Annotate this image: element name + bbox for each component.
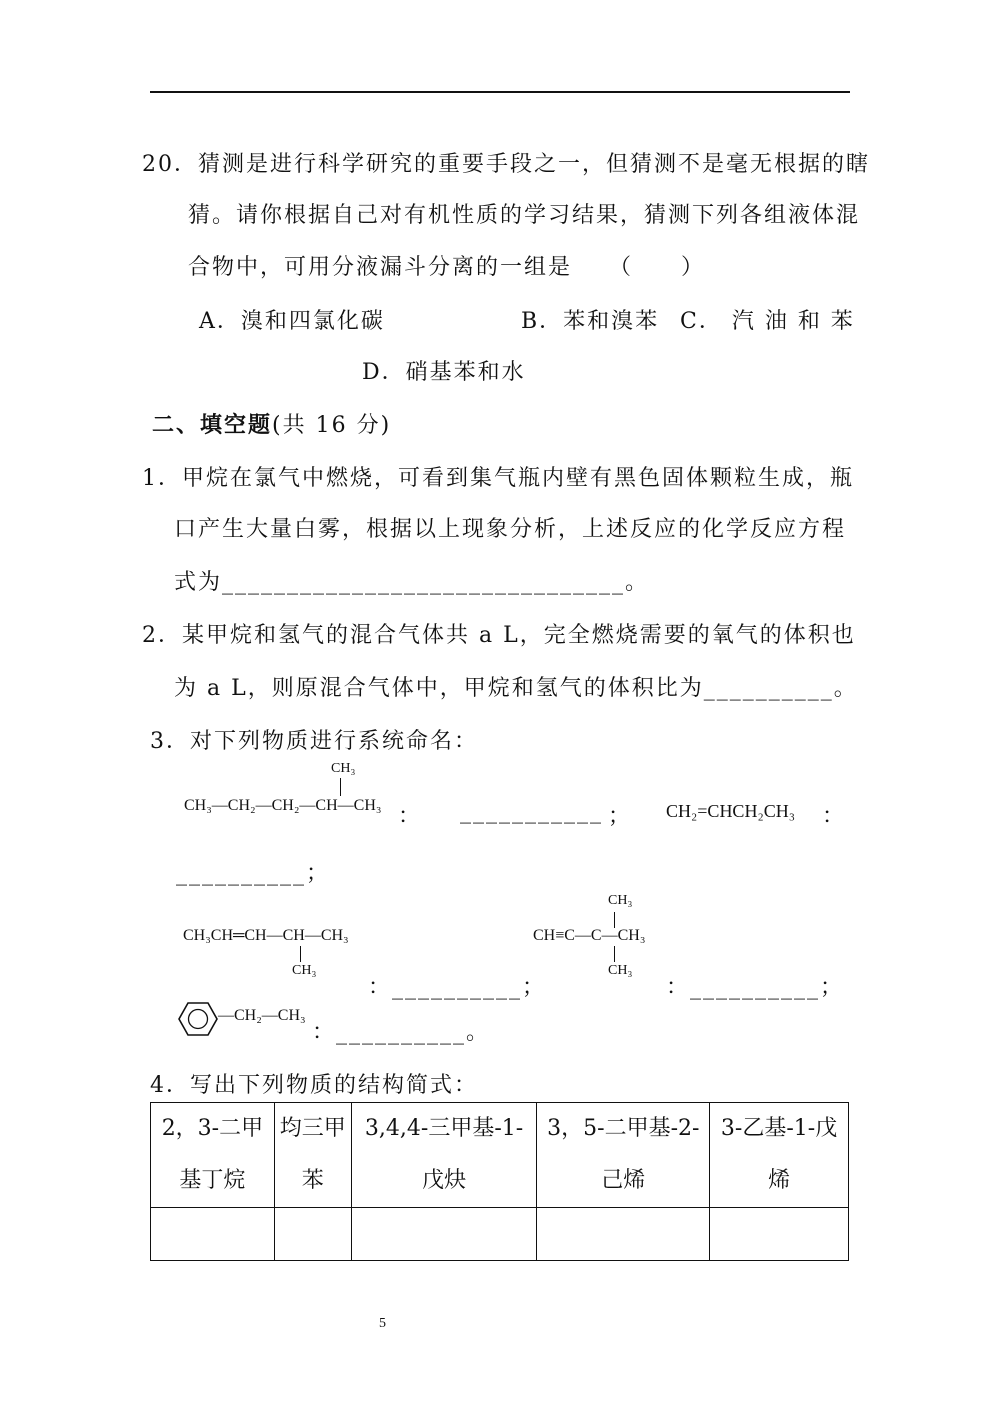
q1-line1: 1．甲烷在氯气中燃烧，可看到集气瓶内壁有黑色固体颗粒生成，瓶 <box>142 466 854 491</box>
q20-line1: 20．猜测是进行科学研究的重要手段之一，但猜测不是毫无根据的瞎 <box>142 152 870 177</box>
benzene-ring-icon <box>178 1001 218 1037</box>
s2-colon: ： <box>822 804 847 829</box>
table-header-cell: 3-乙基-1-戊 烯 <box>710 1103 849 1208</box>
q20-option-d: D．硝基苯和水 <box>362 360 526 385</box>
structure-table <box>150 1102 849 1261</box>
q2-line2: 为 a L，则原混合气体中，甲烷和氢气的体积比为__________。 <box>174 676 858 701</box>
s1-semicolon: ； <box>608 804 633 829</box>
answer-cell[interactable] <box>274 1208 351 1261</box>
s1-formula: CH₃—CH₂—CH₂—CH—CH₃ <box>184 797 382 814</box>
answer-cell[interactable] <box>151 1208 275 1261</box>
q20-line3: 合物中，可用分液漏斗分离的一组是 （ ） <box>188 255 706 280</box>
answer-cell[interactable] <box>351 1208 537 1261</box>
s1-colon: ： <box>398 804 423 829</box>
header-rule <box>150 91 850 93</box>
table-header-cell: 3，5-二甲基-2- 己烯 <box>537 1103 710 1208</box>
q1-line2: 口产生大量白雾，根据以上现象分析，上述反应的化学反应方程 <box>174 517 847 542</box>
section-heading <box>152 408 391 439</box>
table-header-cell: 3,4,4-三甲基-1- 戊炔 <box>351 1103 537 1208</box>
q4-prompt: 4．写出下列物质的结构简式： <box>150 1073 478 1098</box>
s3-answer-blank: ：__________； <box>368 975 547 1000</box>
s2-formula: CH₂=CHCH₂CH₃ <box>666 801 795 821</box>
q2-line1: 2．某甲烷和氢气的混合气体共 a L，完全燃烧需要的氧气的体积也 <box>142 623 856 648</box>
s3-methyl-bottom: CH₃ <box>292 963 317 978</box>
s5-ethyl-group: —CH₂—CH₃ <box>218 1007 306 1024</box>
s4-formula: CH≡C—C—CH₃ <box>533 927 646 944</box>
s4-bond-up <box>614 912 615 928</box>
s3-formula: CH₃CH═CH—CH—CH₃ <box>183 927 349 944</box>
q20-option-c: C． 汽 油 和 苯 <box>680 309 855 334</box>
s4-methyl-top: CH₃ <box>608 893 633 908</box>
section-points: (共 16 分) <box>272 413 392 438</box>
s1-answer-blank: ___________ <box>460 799 603 824</box>
s4-answer-blank: ：__________； <box>666 975 845 1000</box>
s4-methyl-bottom: CH₃ <box>608 963 633 978</box>
q1-line3: 式为_______________________________。 <box>174 570 650 595</box>
answer-cell[interactable] <box>537 1208 710 1261</box>
table-header-cell: 2，3-二甲 基丁烷 <box>151 1103 275 1208</box>
s3-bond-vertical <box>300 946 301 962</box>
q20-option-a: A．溴和四氯化碳 <box>199 309 385 334</box>
table-answer-row <box>151 1208 849 1261</box>
answer-cell[interactable] <box>710 1208 849 1261</box>
s1-methyl-top: CH₃ <box>331 761 356 776</box>
table-header-row <box>151 1103 849 1208</box>
section-title: 二、填空题 <box>152 412 273 438</box>
table-header-cell: 均三甲 苯 <box>274 1103 351 1208</box>
page-number: 5 <box>379 1316 386 1331</box>
s2-answer-blank: __________； <box>176 861 331 886</box>
s4-bond-down <box>614 946 615 962</box>
q20-line2: 猜。请你根据自己对有机性质的学习结果，猜测下列各组液体混 <box>188 203 861 228</box>
s1-bond-vertical <box>340 778 341 796</box>
q20-option-b: B．苯和溴苯 <box>521 309 660 334</box>
s5-answer-blank: ：__________。 <box>312 1020 491 1045</box>
q3-prompt: 3．对下列物质进行系统命名： <box>150 729 478 754</box>
